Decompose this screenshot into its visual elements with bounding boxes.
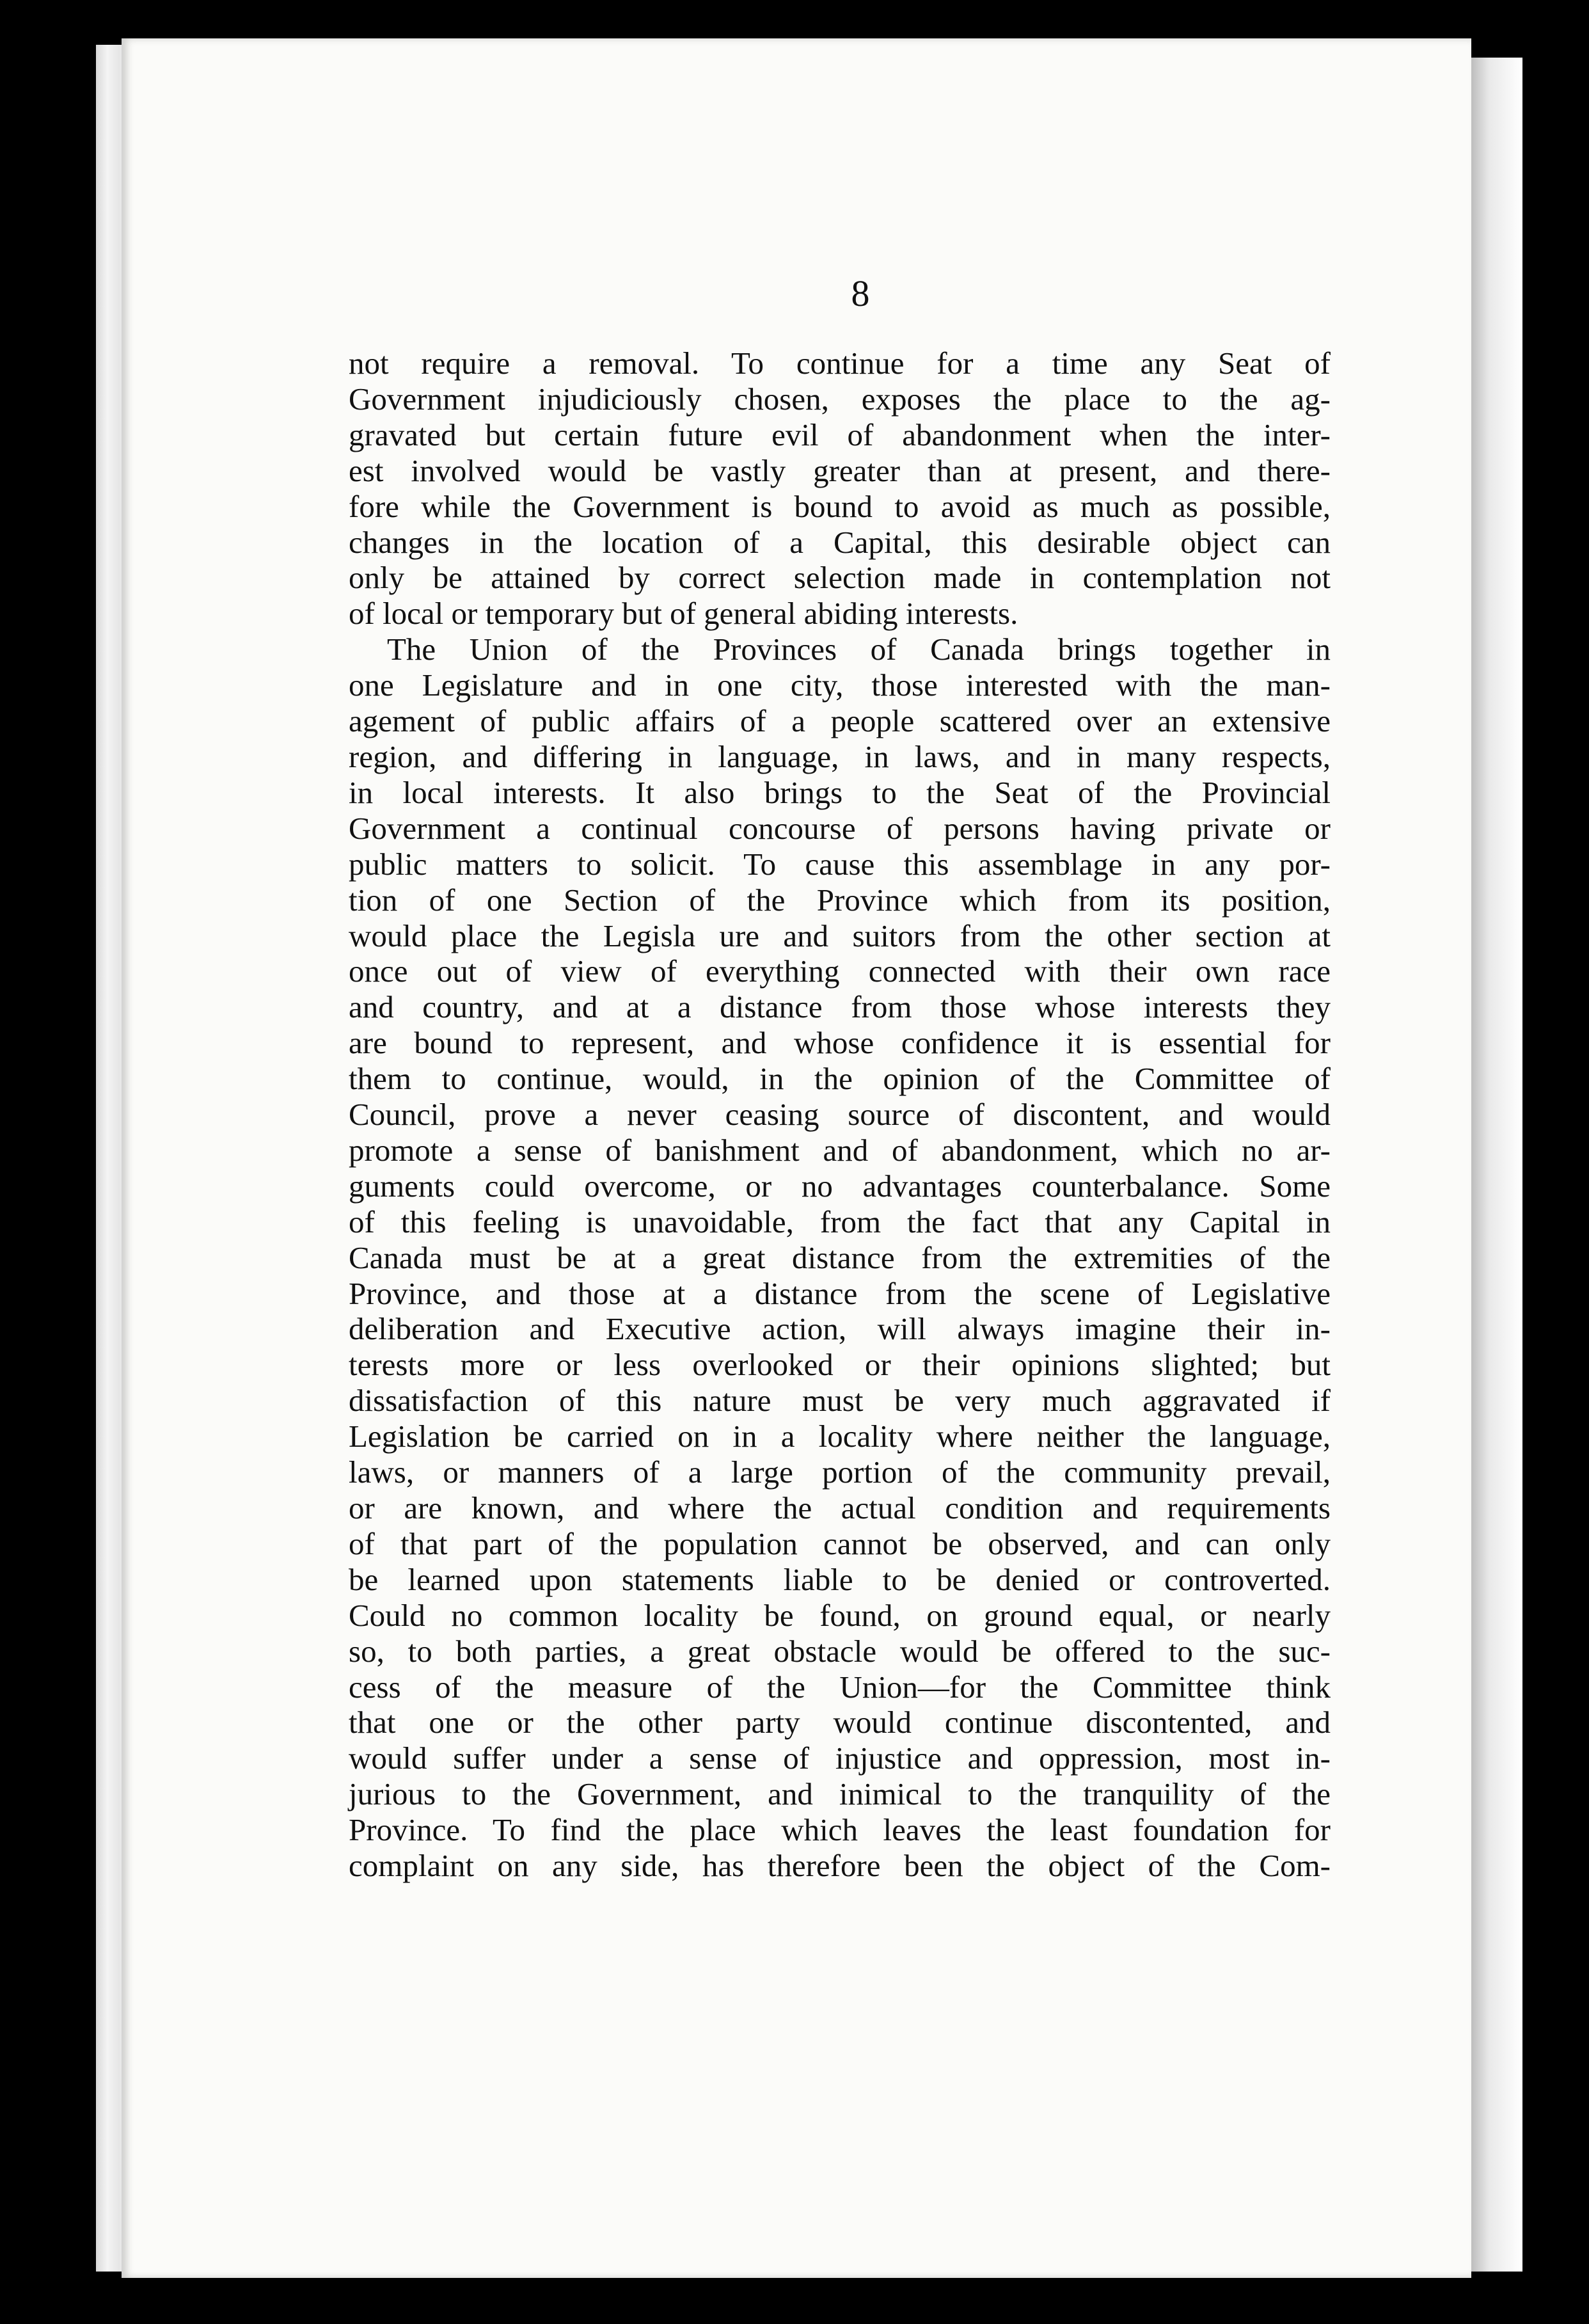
- book-gutter-shadow: [1471, 58, 1522, 2272]
- text-line: or are known, and where the actual condition and requirements: [349, 1490, 1331, 1525]
- text-line: be learned upon statements liable to be denied or controverted.: [349, 1561, 1331, 1597]
- text-line: guments could overcome, or no advantages counterbalance. Some: [349, 1168, 1331, 1204]
- text-line: agement of public affairs of a people scattered over an extensive: [349, 703, 1331, 739]
- text-line: changes in the location of a Capital, this desirable object can: [349, 524, 1331, 560]
- text-line: Canada must be at a great distance from the extremities of the: [349, 1239, 1331, 1275]
- text-line: would suffer under a sense of injustice and oppression, most in-: [349, 1740, 1331, 1776]
- text-line: public matters to solicit. To cause this assemblage in any por-: [349, 846, 1331, 882]
- text-line: jurious to the Government, and inimical to the tranquility of the: [349, 1776, 1331, 1812]
- text-line: Government injudiciously chosen, exposes the place to the ag-: [349, 381, 1331, 417]
- text-line: so, to both parties, a great obstacle would be offered to the suc-: [349, 1633, 1331, 1669]
- text-line: in local interests. It also brings to the Seat of the Provincial: [349, 774, 1331, 810]
- scan-background-right: [1522, 0, 1589, 2324]
- text-line: deliberation and Executive action, will always imagine their in-: [349, 1311, 1331, 1347]
- text-line: Legislation be carried on in a locality where neither the language,: [349, 1419, 1331, 1454]
- text-line: once out of view of everything connected with their own race: [349, 953, 1331, 989]
- text-line: dissatisfaction of this nature must be very much aggravated if: [349, 1383, 1331, 1419]
- text-line: that one or the other party would continue discontented, and: [349, 1705, 1331, 1740]
- text-line: Council, prove a never ceasing source of discontent, and would: [349, 1097, 1331, 1133]
- text-line: and country, and at a distance from those whose interests they: [349, 989, 1331, 1025]
- text-line: of that part of the population cannot be observed, and can only: [349, 1525, 1331, 1561]
- text-line: est involved would be vastly greater than at present, and there-: [349, 452, 1331, 488]
- text-line: gravated but certain future evil of abandonment when the inter-: [349, 417, 1331, 452]
- text-line: promote a sense of banishment and of abandonment, which no ar-: [349, 1132, 1331, 1168]
- text-line: Could no common locality be found, on ground equal, or nearly: [349, 1597, 1331, 1633]
- text-line: fore while the Government is bound to avoid as much as possible,: [349, 488, 1331, 524]
- text-line: one Legislature and in one city, those interested with the man-: [349, 667, 1331, 703]
- paragraph-first-line: The Union of the Provinces of Canada brings together in: [387, 632, 1331, 667]
- scan-background-left: [0, 0, 96, 2324]
- text-line: Province, and those at a distance from the scene of Legislative: [349, 1275, 1331, 1311]
- text-line: Government a continual concourse of persons having private or: [349, 810, 1331, 846]
- text-line: region, and differing in language, in laws, and in many respects,: [349, 738, 1331, 774]
- text-line: Province. To find the place which leaves the least foundation for: [349, 1812, 1331, 1848]
- text-line: terests more or less overlooked or their opinions slighted; but: [349, 1347, 1331, 1383]
- text-line: of this feeling is unavoidable, from the fact that any Capital in: [349, 1204, 1331, 1239]
- text-line: them to continue, would, in the opinion of the Committee of: [349, 1061, 1331, 1097]
- page-number: 8: [851, 273, 870, 314]
- body-text: [349, 346, 1331, 1884]
- text-line: are bound to represent, and whose confidence it is essential for: [349, 1025, 1331, 1061]
- text-line: only be attained by correct selection made in contemplation not: [349, 560, 1331, 596]
- text-line: tion of one Section of the Province which from its position,: [349, 882, 1331, 918]
- text-line: of local or temporary but of general abiding interests.: [349, 596, 1018, 632]
- text-line: laws, or manners of a large portion of the community prevail,: [349, 1454, 1331, 1490]
- text-line: would place the Legisla ure and suitors from the other section at: [349, 918, 1331, 953]
- text-line: cess of the measure of the Union—for the Committee think: [349, 1669, 1331, 1705]
- text-line: complaint on any side, has therefore been the object of the Com-: [349, 1848, 1331, 1884]
- text-line: not require a removal. To continue for a time any Seat of: [349, 346, 1331, 381]
